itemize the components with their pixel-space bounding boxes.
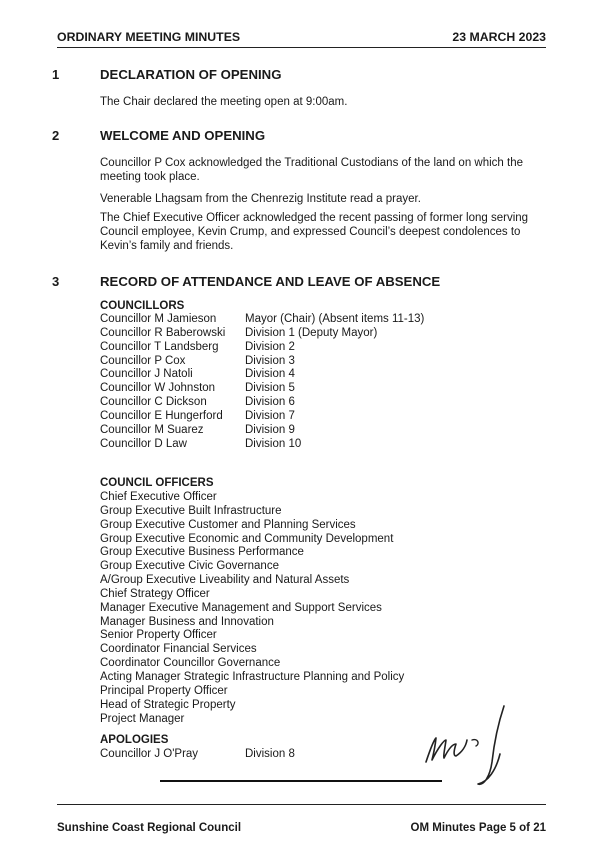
- councillor-role: Division 6: [245, 396, 295, 409]
- councillor-row: [100, 424, 424, 438]
- section-2-paragraph-1: Councillor P Cox acknowledged the Traditional Custodians of the land on which the meeting took place.: [100, 157, 523, 183]
- officer-item: Manager Executive Management and Support Services: [100, 601, 382, 614]
- officer-item: Principal Property Officer: [100, 684, 228, 697]
- apology-row: [100, 748, 295, 762]
- officer-item: Group Executive Customer and Planning Services: [100, 518, 356, 531]
- document-title: ORDINARY MEETING MINUTES: [57, 30, 241, 44]
- organisation-name: Sunshine Coast Regional Council: [57, 822, 242, 834]
- councillor-role: Division 9: [245, 423, 295, 436]
- section-3-number: 3: [52, 274, 60, 289]
- councillor-row: [100, 355, 424, 369]
- councillor-role: Division 3: [245, 354, 295, 367]
- councillor-role: Division 4: [245, 368, 295, 381]
- officer-item: Coordinator Financial Services: [100, 643, 257, 656]
- officer-item: Group Executive Business Performance: [100, 546, 304, 559]
- council-officers-list: [100, 491, 404, 726]
- section-2-number: 2: [52, 128, 60, 143]
- section-2-title: WELCOME AND OPENING: [100, 128, 266, 143]
- councillor-role: Division 1 (Deputy Mayor): [245, 326, 378, 339]
- councillor-name: Councillor T Landsberg: [100, 340, 219, 353]
- page-header: [57, 30, 546, 44]
- councillor-row: [100, 410, 424, 424]
- apology-name: Councillor J O'Pray: [100, 748, 199, 760]
- section-1-title: DECLARATION OF OPENING: [100, 67, 282, 82]
- councillor-name: Councillor R Baberowski: [100, 326, 226, 339]
- officer-item: Group Executive Civic Governance: [100, 560, 279, 573]
- officer-item: Manager Business and Innovation: [100, 615, 274, 628]
- councillor-row: [100, 313, 424, 327]
- officer-item: Group Executive Built Infrastructure: [100, 504, 282, 517]
- officer-item: Chief Executive Officer: [100, 491, 217, 503]
- councillor-name: Councillor E Hungerford: [100, 409, 223, 422]
- section-1-number: 1: [52, 67, 60, 82]
- councillor-name: Councillor D Law: [100, 437, 187, 450]
- footer-rule: [57, 804, 546, 805]
- apologies-heading: APOLOGIES: [100, 734, 169, 746]
- page-number: OM Minutes Page 5 of 21: [410, 822, 546, 834]
- officer-item: A/Group Executive Liveability and Natural Assets: [100, 574, 350, 587]
- apologies-list: [100, 748, 295, 762]
- councillor-name: Councillor C Dickson: [100, 396, 207, 409]
- section-1-paragraph: The Chair declared the meeting open at 9:00am.: [100, 96, 348, 108]
- councillors-heading: COUNCILLORS: [100, 300, 185, 312]
- header-rule: [57, 47, 546, 48]
- officer-item: Acting Manager Strategic Infrastructure Planning and Policy: [100, 670, 405, 683]
- apology-role: Division 8: [245, 748, 295, 760]
- councillor-row: [100, 327, 424, 341]
- councillor-role: Division 2: [245, 340, 295, 353]
- meeting-date: 23 MARCH 2023: [452, 30, 546, 44]
- officer-item: Project Manager: [100, 712, 185, 725]
- council-officers-heading: COUNCIL OFFICERS: [100, 477, 214, 489]
- councillor-role: Mayor (Chair) (Absent items 11-13): [245, 313, 425, 325]
- councillor-row: [100, 368, 424, 382]
- officer-item: Chief Strategy Officer: [100, 587, 210, 600]
- councillor-name: Councillor M Suarez: [100, 423, 204, 436]
- signature-line: [160, 780, 442, 782]
- page-footer: [57, 822, 546, 834]
- councillor-name: Councillor W Johnston: [100, 382, 216, 395]
- officer-item: Head of Strategic Property: [100, 698, 236, 711]
- councillor-row: [100, 438, 424, 452]
- officer-item: Coordinator Councillor Governance: [100, 657, 281, 670]
- section-3-title: RECORD OF ATTENDANCE AND LEAVE OF ABSENCE: [100, 274, 441, 289]
- councillor-role: Division 10: [245, 437, 302, 450]
- councillor-name: Councillor M Jamieson: [100, 313, 217, 325]
- councillor-role: Division 5: [245, 382, 295, 395]
- councillor-name: Councillor J Natoli: [100, 368, 193, 381]
- officer-item: Senior Property Officer: [100, 629, 217, 642]
- councillor-row: [100, 396, 424, 410]
- councillor-role: Division 7: [245, 409, 295, 422]
- councillor-name: Councillor P Cox: [100, 354, 186, 367]
- officer-item: Group Executive Economic and Community Development: [100, 532, 394, 545]
- councillors-list: [100, 313, 424, 451]
- section-2-paragraph-2: Venerable Lhagsam from the Chenrezig Institute read a prayer.: [100, 193, 421, 205]
- councillor-row: [100, 382, 424, 396]
- section-2-paragraph-3: The Chief Executive Officer acknowledged the recent passing of former long serving Council employee, Kevin Crump, and expressed Council’s deepest condolences to Kevin’s family and friends.: [100, 212, 529, 252]
- councillor-row: [100, 341, 424, 355]
